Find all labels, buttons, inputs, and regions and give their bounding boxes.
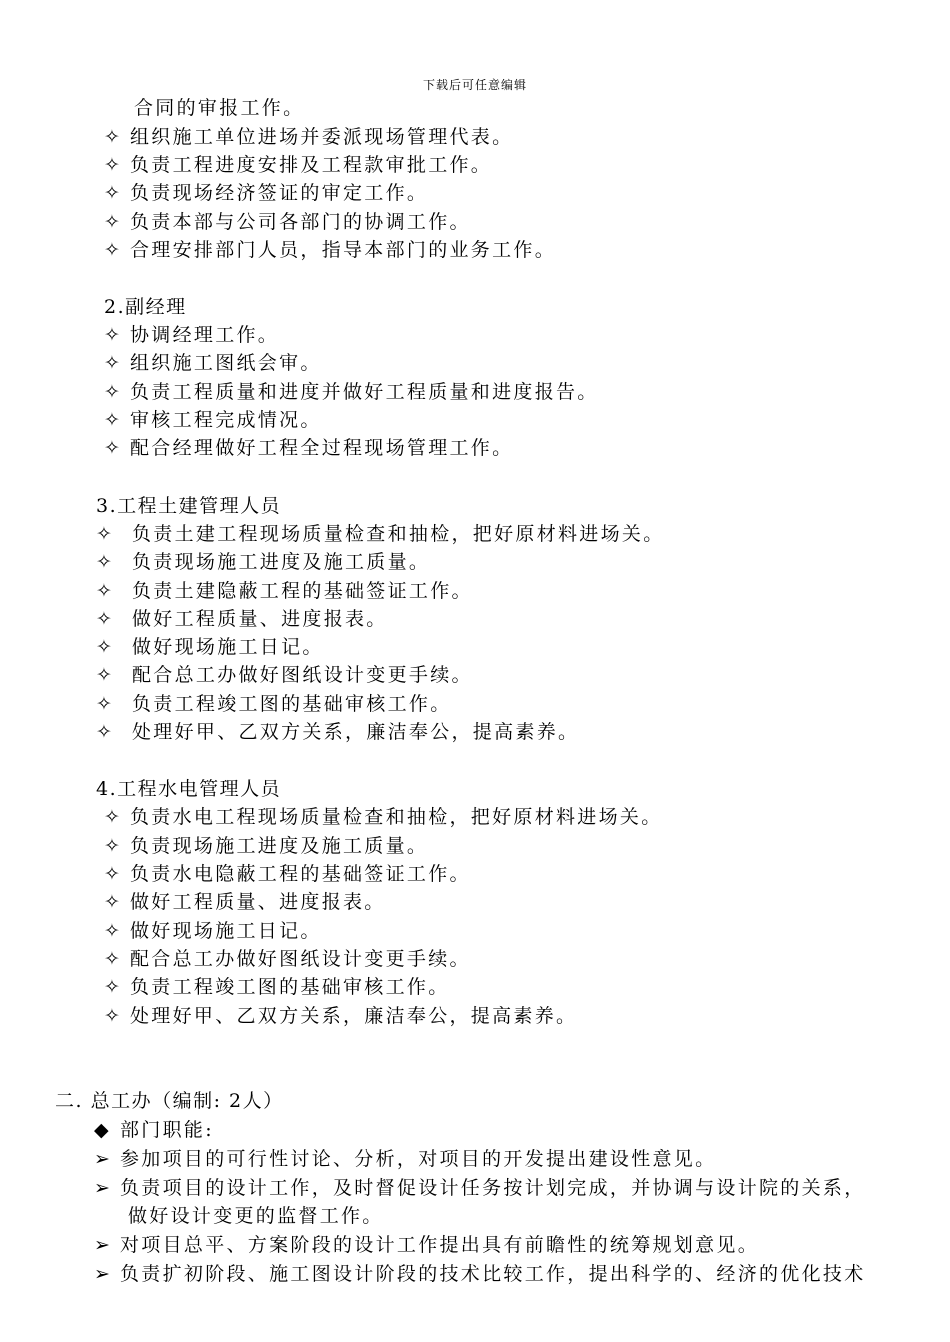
list-item bbox=[104, 409, 322, 431]
list-item bbox=[94, 1234, 759, 1256]
hollow-star-icon: ✧ bbox=[104, 352, 123, 374]
list-item bbox=[104, 835, 428, 857]
list-item bbox=[96, 664, 473, 686]
hollow-star-icon: ✧ bbox=[104, 891, 123, 913]
section-heading: 3.工程土建管理人员 bbox=[96, 495, 282, 517]
list-item bbox=[94, 1177, 866, 1199]
list-item-text: 审核工程完成情况。 bbox=[130, 409, 322, 431]
list-item-text: 做好现场施工日记。 bbox=[132, 636, 324, 658]
hollow-star-icon: ✧ bbox=[104, 976, 123, 998]
list-item-text: 做好工程质量、进度报表。 bbox=[132, 608, 388, 630]
arrow-bullet-icon: ➢ bbox=[94, 1263, 113, 1285]
continuation-line: 合同的审报工作。 bbox=[134, 97, 305, 119]
hollow-star-icon: ✧ bbox=[96, 693, 115, 715]
list-item-text: 负责工程进度安排及工程款审批工作。 bbox=[130, 154, 493, 176]
hollow-star-icon: ✧ bbox=[104, 835, 123, 857]
list-item-text: 负责本部与公司各部门的协调工作。 bbox=[130, 211, 471, 233]
list-item-text: 负责水电工程现场质量检查和抽检，把好原材料进场关。 bbox=[130, 806, 663, 828]
list-item-text: 配合经理做好工程全过程现场管理工作。 bbox=[130, 437, 514, 459]
part-heading: 二. 总工办（编制: 2人） bbox=[55, 1090, 284, 1112]
hollow-star-icon: ✧ bbox=[104, 437, 123, 459]
list-item bbox=[96, 636, 324, 658]
subheading bbox=[94, 1119, 214, 1141]
list-item-text: 组织施工单位进场并委派现场管理代表。 bbox=[130, 126, 514, 148]
hollow-star-icon: ✧ bbox=[104, 126, 123, 148]
list-item bbox=[104, 948, 471, 970]
list-item bbox=[104, 352, 322, 374]
list-item bbox=[104, 211, 471, 233]
list-item-text: 负责扩初阶段、施工图设计阶段的技术比较工作，提出科学的、经济的优化技术 bbox=[120, 1263, 866, 1285]
list-item-text: 负责土建工程现场质量检查和抽检，把好原材料进场关。 bbox=[132, 523, 665, 545]
list-item-text: 负责工程质量和进度并做好工程质量和进度报告。 bbox=[130, 381, 599, 403]
list-item bbox=[104, 126, 513, 148]
list-item bbox=[96, 580, 473, 602]
list-item bbox=[104, 891, 386, 913]
hollow-star-icon: ✧ bbox=[104, 948, 123, 970]
arrow-bullet-icon: ➢ bbox=[94, 1177, 113, 1199]
list-item bbox=[94, 1263, 866, 1285]
list-item bbox=[96, 551, 430, 573]
list-item-text: 做好现场施工日记。 bbox=[130, 920, 322, 942]
hollow-star-icon: ✧ bbox=[96, 551, 115, 573]
hollow-star-icon: ✧ bbox=[96, 608, 115, 630]
list-item bbox=[104, 863, 471, 885]
list-item-text: 做好工程质量、进度报表。 bbox=[130, 891, 386, 913]
hollow-star-icon: ✧ bbox=[104, 409, 123, 431]
solid-diamond-icon: ◆ bbox=[94, 1119, 111, 1141]
hollow-star-icon: ✧ bbox=[104, 182, 123, 204]
list-item-text: 负责工程竣工图的基础审核工作。 bbox=[130, 976, 450, 998]
section-heading: 4.工程水电管理人员 bbox=[96, 778, 282, 800]
list-item bbox=[104, 1005, 577, 1027]
hollow-star-icon: ✧ bbox=[104, 806, 123, 828]
hollow-star-icon: ✧ bbox=[104, 863, 123, 885]
list-item bbox=[104, 437, 513, 459]
list-item-text: 配合总工办做好图纸设计变更手续。 bbox=[132, 664, 473, 686]
list-item-text: 负责现场施工进度及施工质量。 bbox=[130, 835, 429, 857]
hollow-star-icon: ✧ bbox=[96, 523, 115, 545]
list-item-text: 配合总工办做好图纸设计变更手续。 bbox=[130, 948, 471, 970]
list-item-text: 负责现场经济签证的审定工作。 bbox=[130, 182, 429, 204]
list-item bbox=[96, 523, 665, 545]
list-item bbox=[104, 381, 599, 403]
hollow-star-icon: ✧ bbox=[96, 721, 115, 743]
list-item-text: 负责现场施工进度及施工质量。 bbox=[132, 551, 431, 573]
list-item-text: 参加项目的可行性讨论、分析，对项目的开发提出建设性意见。 bbox=[120, 1148, 717, 1170]
list-item-continuation: 做好设计变更的监督工作。 bbox=[128, 1205, 384, 1227]
hollow-star-icon: ✧ bbox=[96, 580, 115, 602]
list-item-text: 负责项目的设计工作，及时督促设计任务按计划完成，并协调与设计院的关系， bbox=[120, 1177, 866, 1199]
list-item-text: 处理好甲、乙双方关系，廉洁奉公，提高素养。 bbox=[132, 721, 580, 743]
hollow-star-icon: ✧ bbox=[104, 324, 123, 346]
list-item-text: 负责土建隐蔽工程的基础签证工作。 bbox=[132, 580, 473, 602]
list-item bbox=[94, 1148, 716, 1170]
list-item-text: 处理好甲、乙双方关系，廉洁奉公，提高素养。 bbox=[130, 1005, 578, 1027]
list-item bbox=[104, 239, 556, 261]
section-heading: 2.副经理 bbox=[104, 296, 187, 318]
hollow-star-icon: ✧ bbox=[96, 636, 115, 658]
list-item-text: 负责水电隐蔽工程的基础签证工作。 bbox=[130, 863, 471, 885]
arrow-bullet-icon: ➢ bbox=[94, 1234, 113, 1256]
list-item bbox=[104, 976, 450, 998]
list-item bbox=[104, 806, 663, 828]
list-item-text: 负责工程竣工图的基础审核工作。 bbox=[132, 693, 452, 715]
list-item-text: 合理安排部门人员，指导本部门的业务工作。 bbox=[130, 239, 557, 261]
hollow-star-icon: ✧ bbox=[104, 381, 123, 403]
list-item bbox=[96, 693, 452, 715]
list-item bbox=[96, 608, 388, 630]
hollow-star-icon: ✧ bbox=[104, 1005, 123, 1027]
page-header: 下载后可任意编辑 bbox=[422, 78, 527, 92]
hollow-star-icon: ✧ bbox=[104, 154, 123, 176]
list-item bbox=[104, 182, 428, 204]
hollow-star-icon: ✧ bbox=[104, 211, 123, 233]
hollow-star-icon: ✧ bbox=[104, 239, 123, 261]
list-item bbox=[96, 721, 579, 743]
list-item-text: 协调经理工作。 bbox=[130, 324, 280, 346]
subheading-text: 部门职能: bbox=[120, 1119, 214, 1141]
hollow-star-icon: ✧ bbox=[96, 664, 115, 686]
list-item bbox=[104, 324, 279, 346]
list-item bbox=[104, 154, 492, 176]
list-item-text: 对项目总平、方案阶段的设计工作提出具有前瞻性的统筹规划意见。 bbox=[120, 1234, 760, 1256]
list-item-text: 组织施工图纸会审。 bbox=[130, 352, 322, 374]
hollow-star-icon: ✧ bbox=[104, 920, 123, 942]
list-item bbox=[104, 920, 322, 942]
arrow-bullet-icon: ➢ bbox=[94, 1148, 113, 1170]
